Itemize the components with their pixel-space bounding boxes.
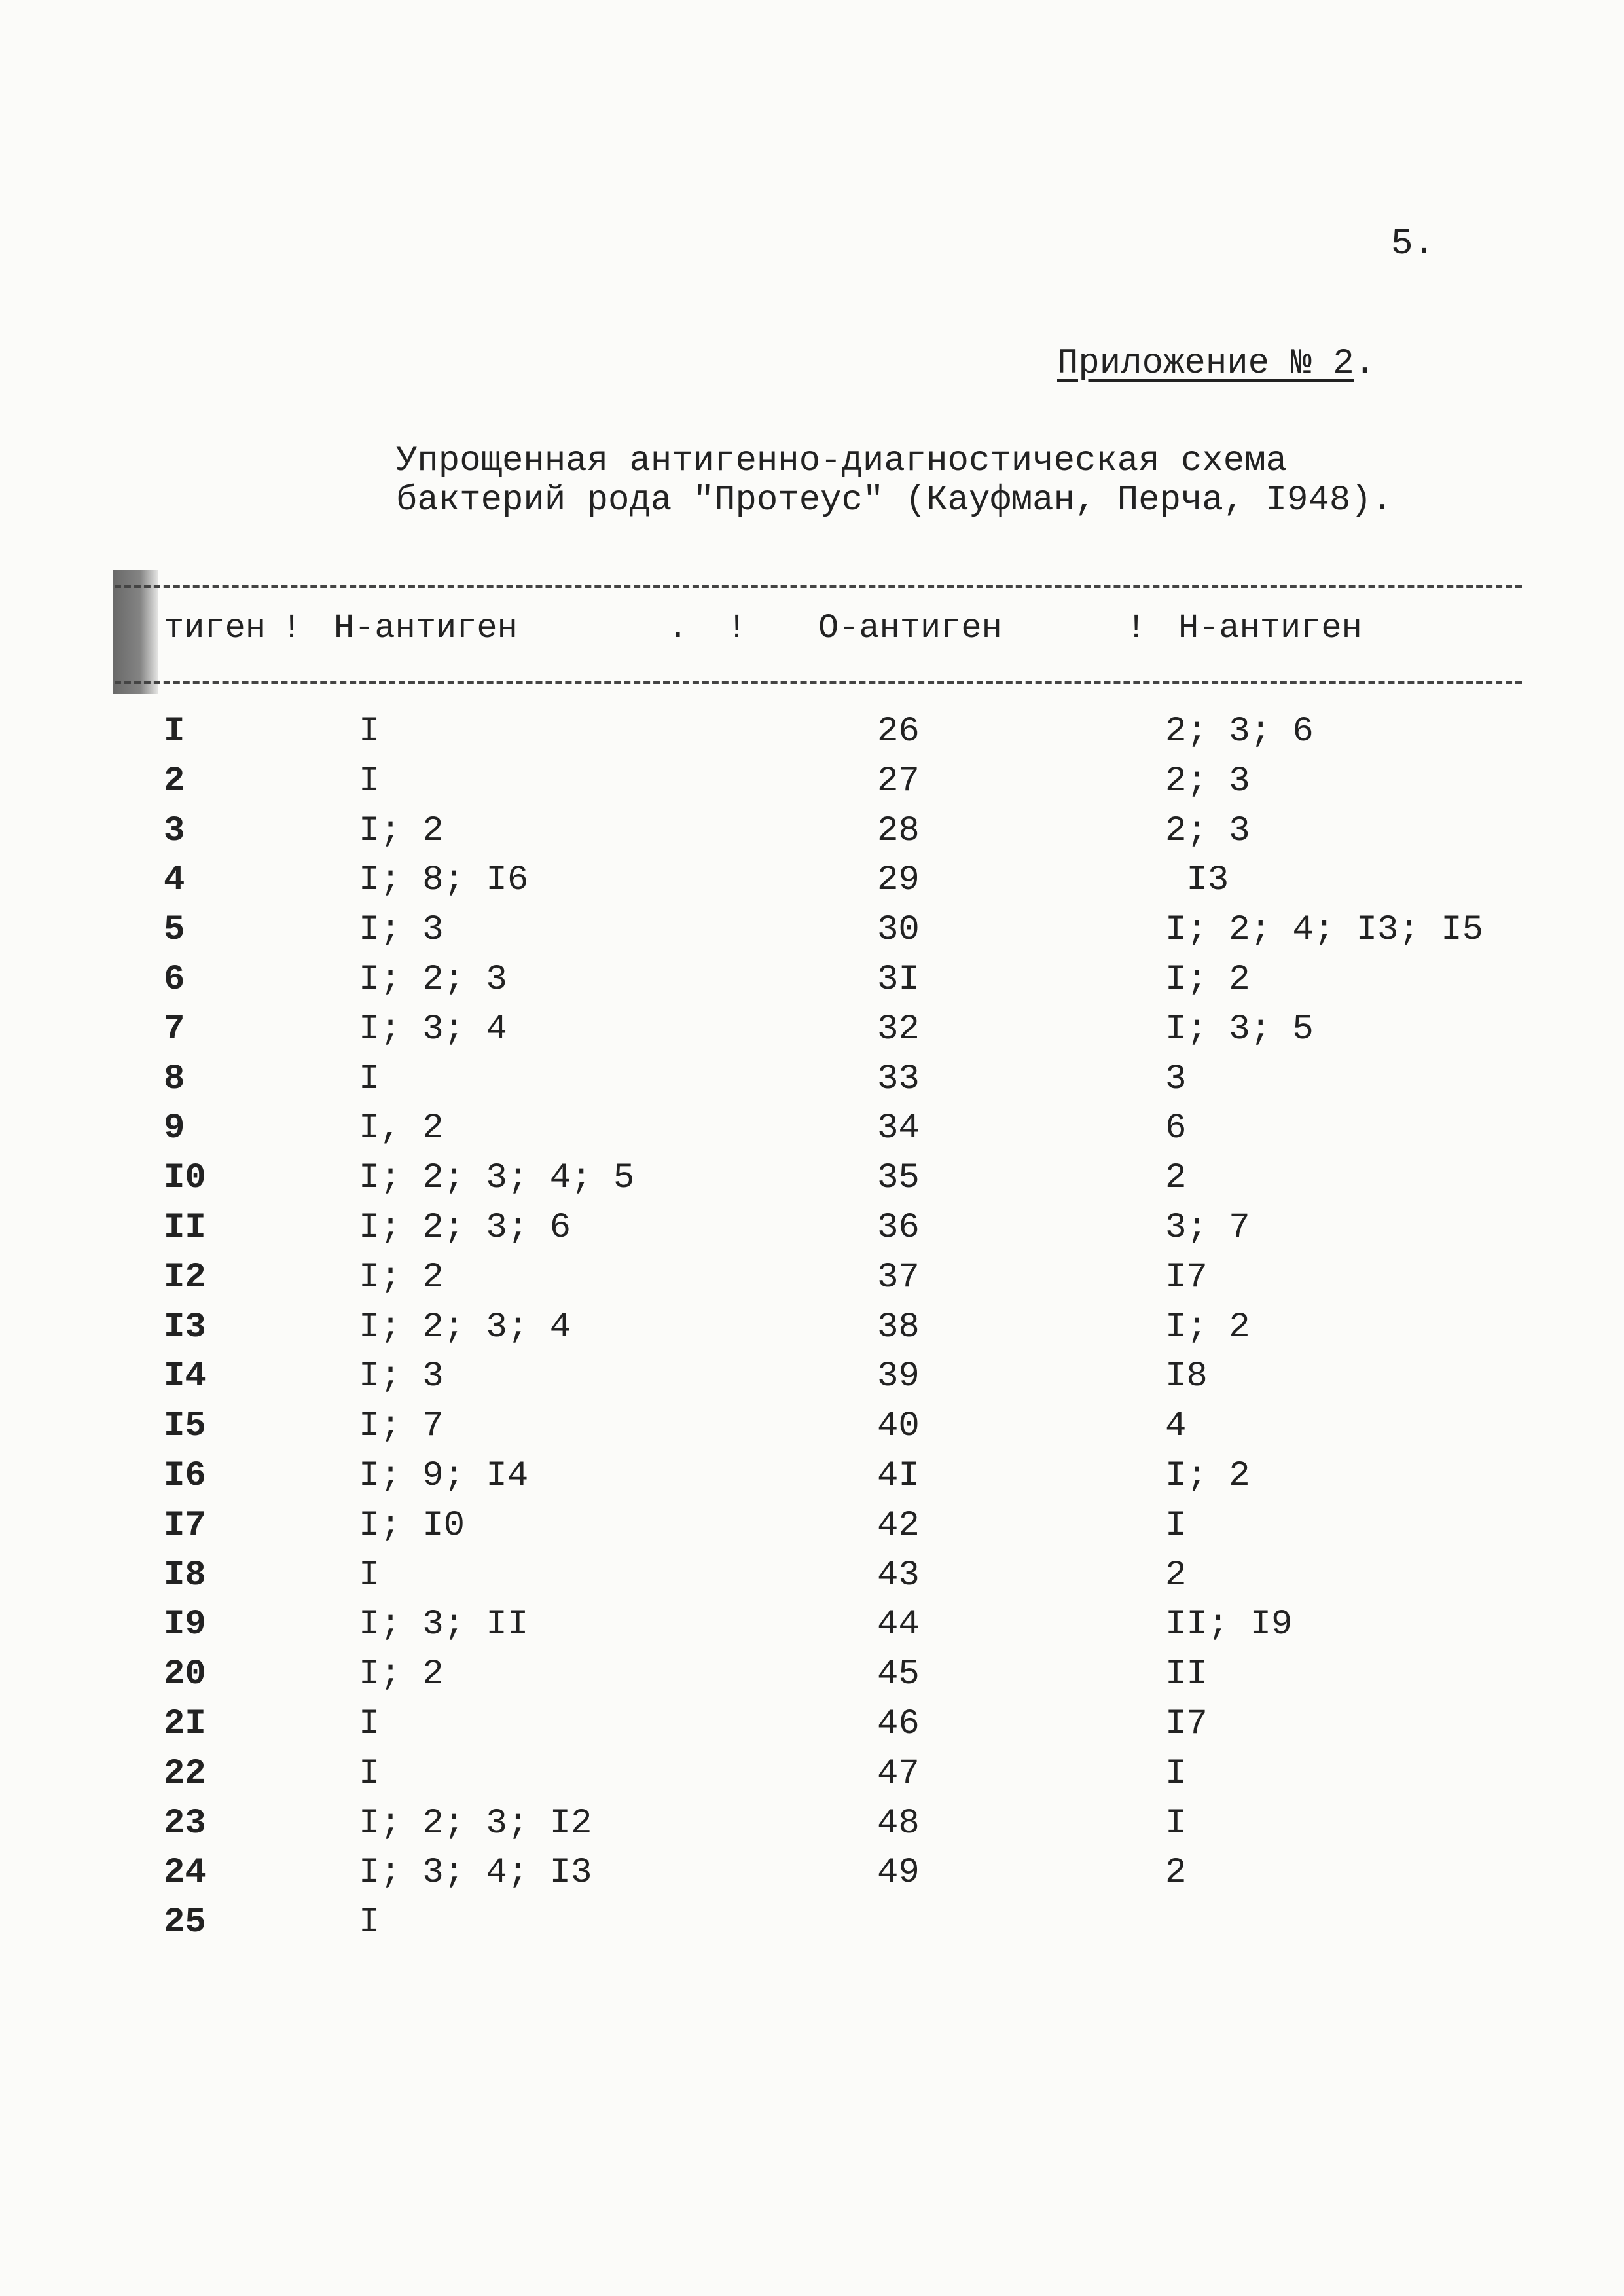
h-antigen-cell: I xyxy=(359,712,380,752)
table-row xyxy=(0,1600,1624,1650)
table-top-rule xyxy=(115,585,1522,588)
o-antigen-cell: 24 xyxy=(164,1853,206,1893)
o-antigen-cell: II xyxy=(164,1207,206,1248)
appendix-label xyxy=(1057,344,1375,384)
h-antigen-cell: I xyxy=(359,1059,380,1099)
table-row xyxy=(0,1154,1624,1203)
header-o-antigen-2: О-антиген xyxy=(818,609,1002,647)
h-antigen-cell: I; 2; 3; 4 xyxy=(359,1307,571,1347)
table-row xyxy=(0,1799,1624,1849)
table-row xyxy=(0,1402,1624,1451)
h-antigen-cell: I; 2; 3; I2 xyxy=(359,1803,592,1844)
h-antigen-cell: I; 3 xyxy=(359,1357,444,1397)
h-antigen-cell: I; 2 xyxy=(1165,1455,1250,1496)
o-antigen-cell: I7 xyxy=(164,1505,206,1546)
o-antigen-cell: 23 xyxy=(164,1803,206,1844)
o-antigen-cell: 22 xyxy=(164,1753,206,1794)
h-antigen-cell: I8 xyxy=(1165,1357,1208,1397)
table-row xyxy=(0,905,1624,955)
o-antigen-cell: I2 xyxy=(164,1257,206,1298)
h-antigen-cell: I xyxy=(1165,1753,1187,1794)
h-antigen-cell: 3 xyxy=(1165,1059,1187,1099)
o-antigen-cell: 36 xyxy=(877,1207,920,1248)
o-antigen-cell: 3 xyxy=(164,811,185,851)
o-antigen-cell: I6 xyxy=(164,1455,206,1496)
o-antigen-cell: 2I xyxy=(164,1704,206,1744)
h-antigen-cell: I, 2 xyxy=(359,1108,444,1149)
o-antigen-cell: 37 xyxy=(877,1257,920,1298)
h-antigen-cell: I; 2; 4; I3; I5 xyxy=(1165,910,1484,951)
h-antigen-cell: I7 xyxy=(1165,1704,1208,1744)
h-antigen-cell: 2; 3 xyxy=(1165,761,1250,801)
o-antigen-cell: 27 xyxy=(877,761,920,801)
table-row xyxy=(0,757,1624,807)
h-antigen-cell: I xyxy=(359,1753,380,1794)
o-antigen-cell: 40 xyxy=(877,1406,920,1447)
o-antigen-cell: 33 xyxy=(877,1059,920,1099)
h-antigen-cell: I; 3; 5 xyxy=(1165,1009,1314,1049)
h-antigen-cell: I; 3; II xyxy=(359,1605,529,1645)
table-row xyxy=(0,1898,1624,1948)
table-row xyxy=(0,1650,1624,1700)
o-antigen-cell: 42 xyxy=(877,1505,920,1546)
table-row xyxy=(0,707,1624,757)
table-row xyxy=(0,1005,1624,1055)
h-antigen-cell: I; 3 xyxy=(359,910,444,951)
h-antigen-cell: I3 xyxy=(1165,860,1229,901)
table-row xyxy=(0,1055,1624,1104)
o-antigen-cell: 4I xyxy=(877,1455,920,1496)
appendix-period: . xyxy=(1354,344,1376,384)
header-separator-2: ! xyxy=(727,609,748,647)
o-antigen-cell: 39 xyxy=(877,1357,920,1397)
h-antigen-cell: I xyxy=(359,1704,380,1744)
h-antigen-cell: I; 3; 4 xyxy=(359,1009,507,1049)
h-antigen-cell: 2 xyxy=(1165,1853,1187,1893)
o-antigen-cell: 43 xyxy=(877,1555,920,1595)
h-antigen-cell: I xyxy=(1165,1803,1187,1844)
h-antigen-cell: I; 8; I6 xyxy=(359,860,529,901)
h-antigen-cell: I; 2; 3 xyxy=(359,959,507,1000)
h-antigen-cell: 4 xyxy=(1165,1406,1187,1447)
table-row xyxy=(0,1848,1624,1898)
o-antigen-cell: I4 xyxy=(164,1357,206,1397)
h-antigen-cell: I; I0 xyxy=(359,1505,465,1546)
table-row xyxy=(0,1104,1624,1154)
header-o-antigen-1: тиген xyxy=(164,609,266,647)
h-antigen-cell: I; 7 xyxy=(359,1406,444,1447)
header-separator-1: ! xyxy=(281,609,302,647)
o-antigen-cell: 20 xyxy=(164,1654,206,1695)
o-antigen-cell: 35 xyxy=(877,1158,920,1199)
document-title xyxy=(396,442,1393,520)
h-antigen-cell: I; 2 xyxy=(1165,959,1250,1000)
h-antigen-cell: 3; 7 xyxy=(1165,1207,1250,1248)
h-antigen-cell: I; 2 xyxy=(359,1654,444,1695)
h-antigen-cell: I xyxy=(359,1555,380,1595)
o-antigen-cell: 25 xyxy=(164,1903,206,1943)
h-antigen-cell: I xyxy=(359,1903,380,1943)
table-row xyxy=(0,856,1624,905)
h-antigen-cell: I; 2; 3; 6 xyxy=(359,1207,571,1248)
o-antigen-cell: 26 xyxy=(877,712,920,752)
h-antigen-cell: I; 2; 3; 4; 5 xyxy=(359,1158,635,1199)
h-antigen-cell: II; I9 xyxy=(1165,1605,1293,1645)
o-antigen-cell: 32 xyxy=(877,1009,920,1049)
header-separator-3: ! xyxy=(1126,609,1147,647)
o-antigen-cell: 28 xyxy=(877,811,920,851)
h-antigen-cell: I; 2 xyxy=(1165,1307,1250,1347)
table-row xyxy=(0,1749,1624,1799)
table-row xyxy=(0,1203,1624,1253)
o-antigen-cell: I3 xyxy=(164,1307,206,1347)
table-row xyxy=(0,955,1624,1005)
o-antigen-cell: I5 xyxy=(164,1406,206,1447)
o-antigen-cell: I0 xyxy=(164,1158,206,1199)
o-antigen-cell: 2 xyxy=(164,761,185,801)
o-antigen-cell: I xyxy=(164,712,185,752)
table-row xyxy=(0,807,1624,856)
o-antigen-cell: 49 xyxy=(877,1853,920,1893)
table-row xyxy=(0,1303,1624,1353)
h-antigen-cell: I; 3; 4; I3 xyxy=(359,1853,592,1893)
o-antigen-cell: 8 xyxy=(164,1059,185,1099)
title-line-2: бактерий рода "Протеус" (Кауфман, Перча, I948). xyxy=(396,481,1394,520)
h-antigen-cell: 6 xyxy=(1165,1108,1187,1149)
o-antigen-cell: 6 xyxy=(164,959,185,1000)
h-antigen-cell: I; 2 xyxy=(359,811,444,851)
scan-smudge xyxy=(113,570,158,694)
o-antigen-cell: 5 xyxy=(164,910,185,951)
o-antigen-cell: 9 xyxy=(164,1108,185,1149)
o-antigen-cell: I8 xyxy=(164,1555,206,1595)
o-antigen-cell: 7 xyxy=(164,1009,185,1049)
table-row xyxy=(0,1551,1624,1601)
o-antigen-cell: I9 xyxy=(164,1605,206,1645)
header-h-antigen-1: Н-антиген xyxy=(334,609,518,647)
h-antigen-cell: I; 2 xyxy=(359,1257,444,1298)
o-antigen-cell: 30 xyxy=(877,910,920,951)
h-antigen-cell: I xyxy=(359,761,380,801)
appendix-text: Приложение № 2 xyxy=(1057,344,1354,384)
header-h-antigen-2: Н-антиген xyxy=(1178,609,1362,647)
title-line-1: Упрощенная антигенно-диагностическая схема xyxy=(396,441,1288,481)
table-row xyxy=(0,1501,1624,1551)
o-antigen-cell: 44 xyxy=(877,1605,920,1645)
o-antigen-cell: 29 xyxy=(877,860,920,901)
header-mark: . xyxy=(668,609,689,647)
o-antigen-cell: 48 xyxy=(877,1803,920,1844)
page-number: 5. xyxy=(1391,223,1435,264)
o-antigen-cell: 38 xyxy=(877,1307,920,1347)
h-antigen-cell: 2 xyxy=(1165,1555,1187,1595)
h-antigen-cell: I7 xyxy=(1165,1257,1208,1298)
table-row xyxy=(0,1451,1624,1501)
table-row xyxy=(0,1700,1624,1749)
o-antigen-cell: 47 xyxy=(877,1753,920,1794)
h-antigen-cell: 2; 3; 6 xyxy=(1165,712,1314,752)
h-antigen-cell: 2; 3 xyxy=(1165,811,1250,851)
o-antigen-cell: 34 xyxy=(877,1108,920,1149)
h-antigen-cell: I xyxy=(1165,1505,1187,1546)
table-row xyxy=(0,1352,1624,1402)
o-antigen-cell: 45 xyxy=(877,1654,920,1695)
o-antigen-cell: 46 xyxy=(877,1704,920,1744)
o-antigen-cell: 3I xyxy=(877,959,920,1000)
h-antigen-cell: 2 xyxy=(1165,1158,1187,1199)
o-antigen-cell: 4 xyxy=(164,860,185,901)
antigen-table-body xyxy=(0,707,1624,1948)
h-antigen-cell: I; 9; I4 xyxy=(359,1455,529,1496)
table-header-rule xyxy=(115,681,1522,684)
table-row xyxy=(0,1253,1624,1303)
h-antigen-cell: II xyxy=(1165,1654,1208,1695)
